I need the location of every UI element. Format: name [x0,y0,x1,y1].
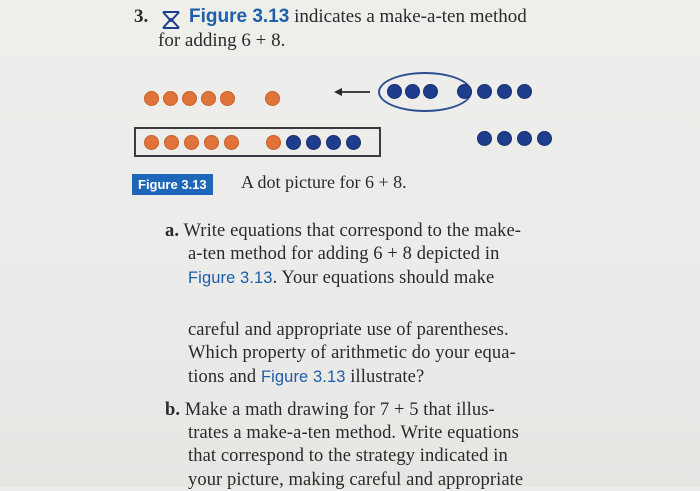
orange-dot [184,135,199,150]
part-a-text: tions and [188,367,261,387]
problem-number: 3. [134,6,149,27]
figure-caption-text: A dot picture for 6 + 8. [241,172,407,192]
part-a-line1 [165,221,521,242]
orange-dot [204,135,219,150]
blue-dot [346,135,361,150]
blue-dot [286,135,301,150]
problem-title-line2: for adding 6 + 8. [158,30,286,51]
part-b-line1 [165,400,495,421]
problem-title-text: indicates a make-a-ten method [289,6,527,27]
part-b-text: Make a math drawing for 7 + 5 that illus- [184,400,495,420]
part-b-line2: trates a make-a-ten method. Write equations [188,423,519,443]
blue-dot [497,131,512,146]
blue-dot [477,84,492,99]
orange-dot [144,91,159,106]
figure-reference-link[interactable]: Figure 3.13 [260,368,346,386]
left-arrow-icon [332,84,372,100]
blue-dot [517,84,532,99]
blue-dot [423,84,438,99]
orange-dot [266,135,281,150]
blue-dot [477,131,492,146]
blue-dot [306,135,321,150]
part-a-text: Write equations that correspond to the make- [183,221,522,241]
part-b-label: b. [165,400,181,420]
part-a-label: a. [165,221,180,241]
orange-dot [163,91,178,106]
part-a-line2: a-ten method for adding 6 + 8 depicted in [188,244,500,264]
blue-dot [497,84,512,99]
figure-caption-label: Figure 3.13 [132,174,213,195]
figure-reference-link[interactable]: Figure 3.13 [188,269,273,287]
blue-dot [405,84,420,99]
part-a-line6 [188,367,424,388]
orange-dot [144,135,159,150]
blue-dot [387,84,402,99]
blue-dot [326,135,341,150]
part-a-line4: careful and appropriate use of parentheses. [188,320,509,340]
part-b-line4: your picture, making careful and appropriate [188,470,524,490]
orange-dot [182,91,197,106]
orange-dot [164,135,179,150]
part-a-text: illustrate? [345,367,425,387]
part-a-line5: Which property of arithmetic do your equa- [188,343,516,363]
blue-dot [457,84,472,99]
orange-dot [265,91,280,106]
blue-dot [517,131,532,146]
part-b-line3: that correspond to the strategy indicated in [188,446,508,466]
blue-dot [537,131,552,146]
orange-dot [201,91,216,106]
part-a-line3 [188,268,494,289]
part-a-text: . Your equations should make [272,268,495,288]
pencil-ruler-icon [160,9,182,31]
orange-dot [220,91,235,106]
problem-title [189,6,527,28]
orange-dot [224,135,239,150]
figure-reference-link[interactable]: Figure 3.13 [189,6,290,27]
